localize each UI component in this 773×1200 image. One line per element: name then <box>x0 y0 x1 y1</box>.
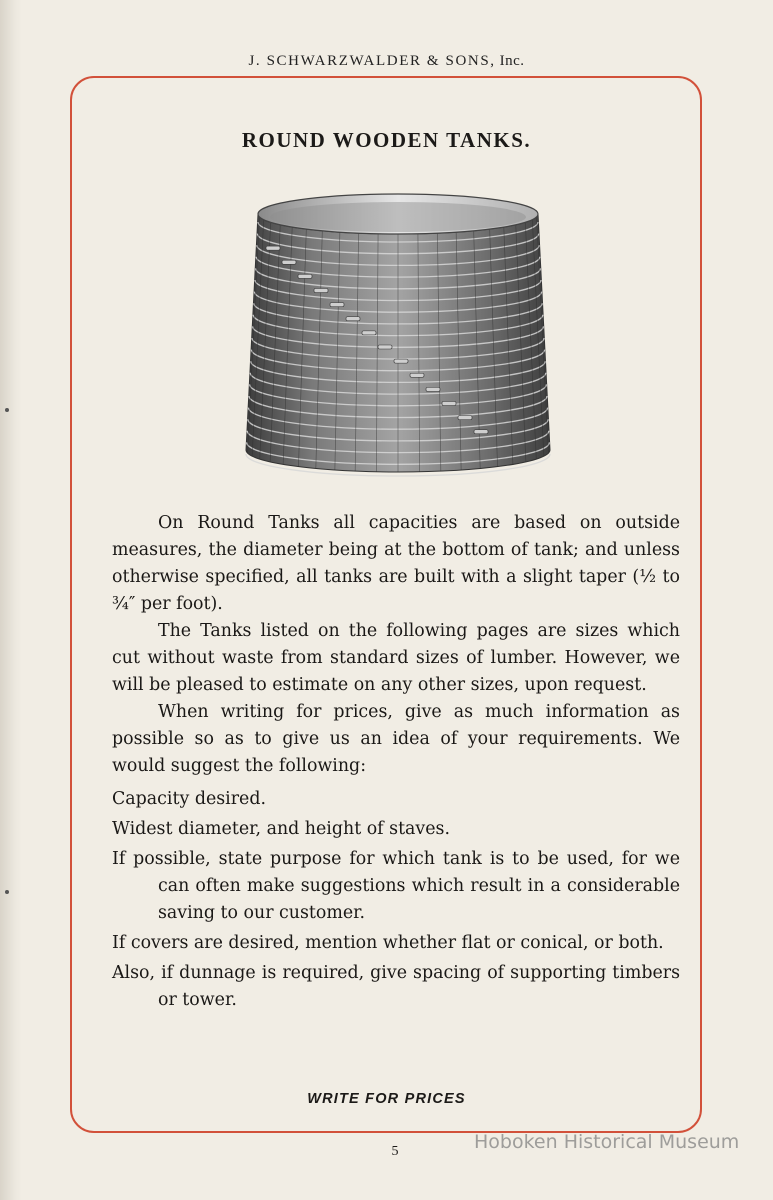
page-gutter <box>0 0 22 1200</box>
hoop-lug <box>410 373 424 377</box>
hoop-lug <box>426 387 440 391</box>
suggestion-item: If covers are desired, mention whether flat or conical, or both. <box>112 933 664 953</box>
hoop-lug <box>282 260 296 264</box>
suggestion-item: Also, if dunnage is required, give spacing of supporting timbers or tower. <box>112 963 680 1010</box>
suggestion-item: Widest diameter, and height of staves. <box>112 819 450 839</box>
binding-dot <box>5 890 9 894</box>
hoop-lug <box>394 359 408 363</box>
round-wooden-tank-illustration <box>238 188 558 488</box>
company-name: J. SCHWARZWALDER & SONS, <box>248 53 496 69</box>
hoop-lug <box>266 246 280 250</box>
binding-dot <box>5 408 9 412</box>
paragraph: When writing for prices, give as much information as possible so as to give us an idea of your requirements. We would suggest the following: <box>112 702 680 776</box>
page-header <box>0 53 773 70</box>
suggestion-item: If possible, state purpose for which tank is to be used, for we can often make suggestions which result in a considerable saving to our customer. <box>112 849 680 923</box>
paragraph: The Tanks listed on the following pages are sizes which cut without waste from standard sizes of lumber. However, we will be pleased to estimate on any other sizes, upon request. <box>112 621 680 695</box>
write-for-prices: WRITE FOR PRICES <box>307 1091 466 1107</box>
watermark: Hoboken Historical Museum <box>474 1131 740 1153</box>
hoop-lug <box>474 430 488 434</box>
hoop-lug <box>298 274 312 278</box>
company-suffix: Inc. <box>499 53 525 69</box>
hoop-lug <box>346 317 360 321</box>
hoop-lug <box>378 345 392 349</box>
hoop-lug <box>442 402 456 406</box>
page-title: ROUND WOODEN TANKS. <box>241 128 532 152</box>
page-number: 5 <box>391 1144 399 1159</box>
hoop-lug <box>330 303 344 307</box>
paragraph: On Round Tanks all capacities are based on outside measures, the diameter being at the bottom of tank; and unless otherwise specified, all tanks are built with a slight taper (½ to ¾″ per foot). <box>112 513 680 614</box>
suggestion-item: Capacity desired. <box>112 789 266 809</box>
hoop-lug <box>458 416 472 420</box>
hoop-lug <box>362 331 376 335</box>
hoop-lug <box>314 289 328 293</box>
body-text <box>112 510 680 1014</box>
